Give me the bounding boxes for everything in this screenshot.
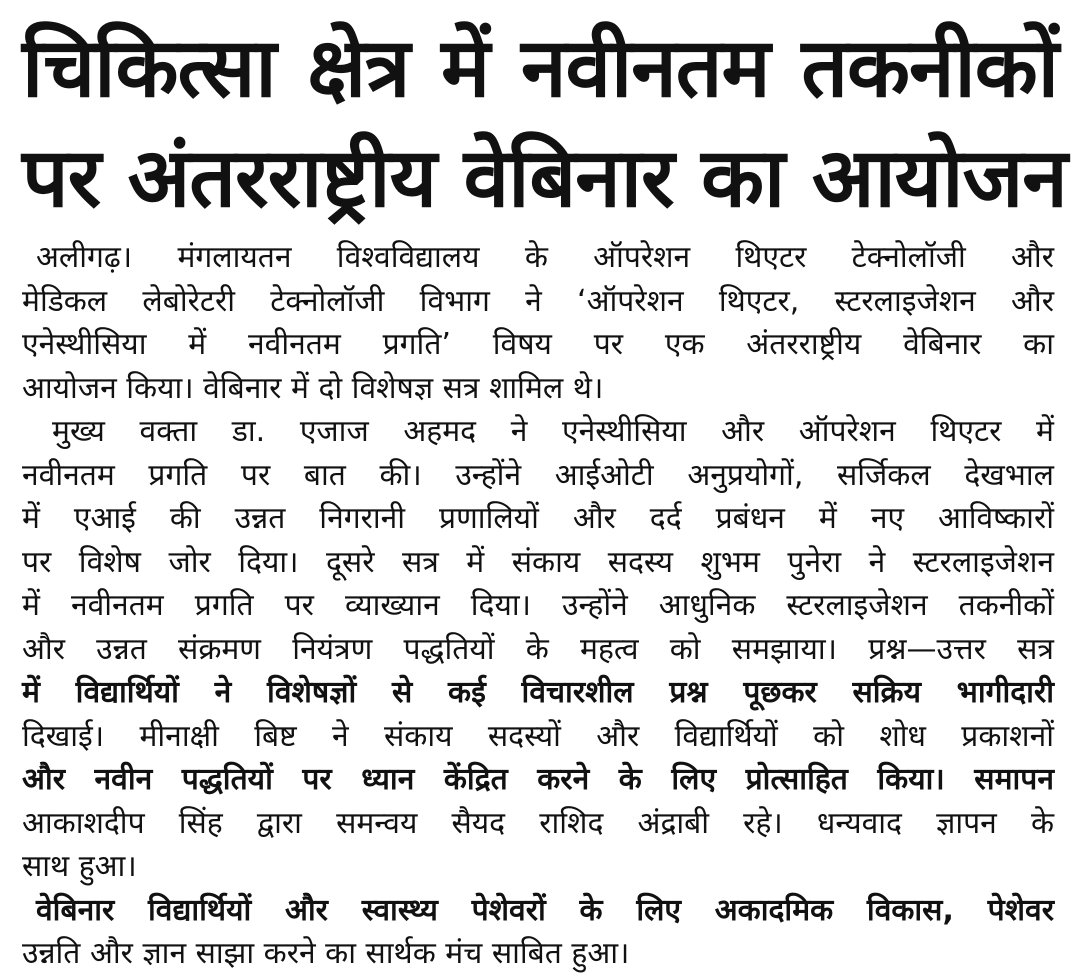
headline — [22, 14, 1067, 234]
body-line-12: दिखाई। मीनाक्षी बिष्ट ने संकाय सदस्यों और विद्यार्थियों को शोध प्रकाशनों — [22, 718, 1054, 754]
body-line-6: नवीनतम प्रगति पर बात की। उन्होंने आईओटी अनुप्रयोगों, सर्जिकल देखभाल — [22, 457, 1054, 493]
body-line-5: मुख्य वक्ता डा. एजाज अहमद ने एनेस्थीसिया और ऑपरेशन थिएटर में — [52, 414, 1054, 449]
body-line-16: वेबिनार विद्यार्थियों और स्वास्थ्य पेशेवरों के लिए अकादमिक विकास, पेशेवर — [36, 892, 1054, 928]
body-line-8: पर विशेष जोर दिया। दूसरे सत्र में संकाय सदस्य शुभम पुनेरा ने स्टरलाइजेशन — [22, 544, 1054, 580]
headline-line-2: पर अंतरराष्ट्रीय वेबिनार का आयोजन — [22, 131, 1067, 226]
body-line-11: में विद्यार्थियों ने विशेषज्ञों से कई विचारशील प्रश्न पूछकर सक्रिय भागीदारी — [22, 675, 1054, 710]
body-line-14: आकाशदीप सिंह द्वारा समन्वय सैयद राशिद अंद्राबी रहे। धन्यवाद ज्ञापन के — [22, 805, 1054, 841]
article-body — [22, 236, 1054, 976]
body-line-3: एनेस्थीसिया में नवीनतम प्रगति’ विषय पर एक अंतरराष्ट्रीय वेबिनार का — [22, 327, 1054, 362]
body-line-7: में एआई की उन्नत निगरानी प्रणालियों और दर्द प्रबंधन में नए आविष्कारों — [22, 501, 1054, 536]
body-line-15: साथ हुआ। — [22, 849, 137, 884]
body-line-13: और नवीन पद्धतियों पर ध्यान केंद्रित करने के लिए प्रोत्साहित किया। समापन — [22, 762, 1054, 797]
body-line-17: उन्नति और ज्ञान साझा करने का सार्थक मंच साबित हुआ। — [22, 936, 630, 971]
headline-line-1: चिकित्सा क्षेत्र में नवीनतम तकनीकों — [22, 21, 1058, 116]
body-line-10: और उन्नत संक्रमण नियंत्रण पद्धतियों के महत्व को समझाया। प्रश्न—उत्तर सत्र — [22, 631, 1054, 667]
body-line-1: अलीगढ़। मंगलायतन विश्वविद्यालय के ऑपरेशन थिएटर टेक्नोलॉजी और — [36, 240, 1054, 275]
body-line-9: में नवीनतम प्रगति पर व्याख्यान दिया। उन्होंने आधुनिक स्टरलाइजेशन तकनीकों — [22, 588, 1054, 623]
body-line-4: आयोजन किया। वेबिनार में दो विशेषज्ञ सत्र शामिल थे। — [22, 370, 604, 406]
body-line-2: मेडिकल लेबोरेटरी टेक्नोलॉजी विभाग ने ‘ऑपरेशन थिएटर, स्टरलाइजेशन और — [22, 283, 1054, 319]
